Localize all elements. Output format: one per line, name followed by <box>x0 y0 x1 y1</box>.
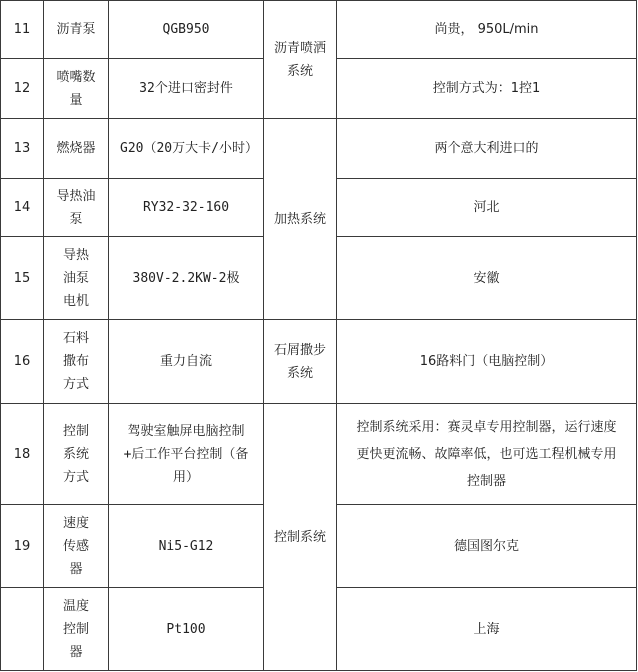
table-row <box>1 404 637 505</box>
item-name <box>44 119 109 179</box>
item-name <box>44 588 109 671</box>
system-group <box>264 1 337 119</box>
row-number <box>1 588 44 671</box>
item-remark: 16路料门（电脑控制） <box>337 320 637 404</box>
table-row <box>1 119 637 179</box>
row-number: 16 <box>1 320 44 404</box>
item-remark: 两个意大利进口的 <box>337 119 637 179</box>
item-spec: Pt100 <box>109 588 264 671</box>
row-number: 13 <box>1 119 44 179</box>
item-name <box>44 179 109 237</box>
item-name <box>44 59 109 119</box>
row-number: 14 <box>1 179 44 237</box>
item-name-text: 沥青泵 <box>56 22 96 37</box>
item-remark: 上海 <box>337 588 637 671</box>
item-remark-text: 控制系统采用：赛灵卓专用控制器，运行速度更快更流畅、故障率低，也可选工程机械专用控制器 <box>356 419 617 489</box>
item-remark: 河北 <box>337 179 637 237</box>
system-group-text: 沥青喷洒系统 <box>273 40 326 79</box>
item-spec: 380V-2.2KW-2极 <box>109 237 264 320</box>
item-remark: 控制方式为：1控1 <box>337 59 637 119</box>
table-row <box>1 320 637 404</box>
item-name-text: 控制系统方式 <box>62 423 89 485</box>
system-group-text: 加热系统 <box>273 211 326 227</box>
system-group <box>264 404 337 671</box>
item-name-text: 导热油泵 <box>56 188 96 227</box>
system-group <box>264 320 337 404</box>
item-spec-text: 驾驶室触屏电脑控制+后工作平台控制（备用） <box>123 423 249 485</box>
system-group-text: 石屑撒步系统 <box>273 342 326 381</box>
system-group <box>264 119 337 320</box>
item-name <box>44 404 109 505</box>
item-name-text: 导热油泵电机 <box>62 247 89 309</box>
item-remark: 安徽 <box>337 237 637 320</box>
item-name <box>44 320 109 404</box>
item-spec: 重力自流 <box>109 320 264 404</box>
item-spec-text: G20（20万大卡/小时） <box>120 141 258 156</box>
item-spec: RY32-32-160 <box>109 179 264 237</box>
item-name <box>44 505 109 588</box>
item-name-text: 温度控制器 <box>62 598 89 660</box>
row-number: 15 <box>1 237 44 320</box>
row-number: 11 <box>1 1 44 59</box>
item-spec <box>109 404 264 505</box>
item-spec: 32个进口密封件 <box>109 59 264 119</box>
item-remark: 德国图尔克 <box>337 505 637 588</box>
row-number: 18 <box>1 404 44 505</box>
item-spec: Ni5-G12 <box>109 505 264 588</box>
item-name <box>44 237 109 320</box>
item-name-text: 石料撒布方式 <box>62 331 89 392</box>
row-number: 12 <box>1 59 44 119</box>
table-row <box>1 1 637 59</box>
item-spec: QGB950 <box>109 1 264 59</box>
item-name-text: 燃烧器 <box>56 141 96 156</box>
system-group-text: 控制系统 <box>273 529 326 545</box>
item-name <box>44 1 109 59</box>
item-remark <box>337 404 637 505</box>
item-name-text: 喷嘴数量 <box>56 69 96 108</box>
item-spec <box>109 119 264 179</box>
row-number: 19 <box>1 505 44 588</box>
item-name-text: 速度传感器 <box>62 515 89 577</box>
item-remark: 尚贵， 950L/min <box>337 1 637 59</box>
